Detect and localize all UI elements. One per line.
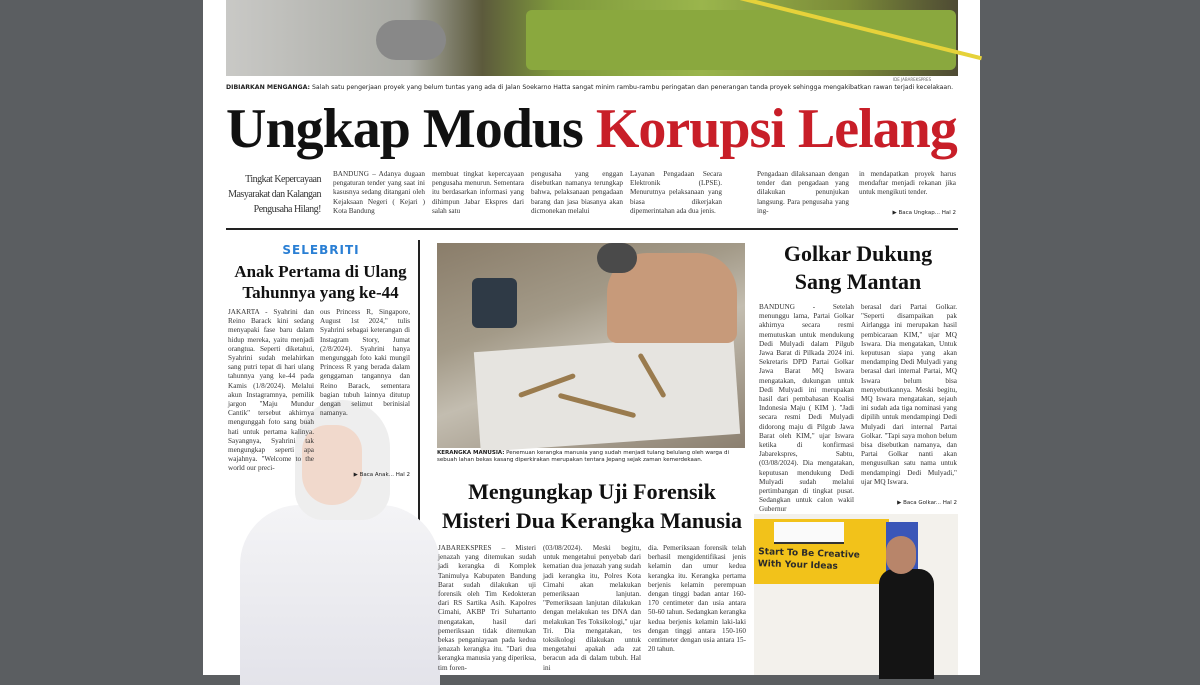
caption-text: Penemuan kerangka manusia yang sudah menjadi tulang belulang oleh warga di sebuah lahan bekas kasang diperkirakan merupakan tentara Jepang sejak zaman kemerdekaan. [437,450,730,463]
golkar-col-1: BANDUNG - Setelah menunggu lama, Partai Golkar akhirnya secara resmi memutuskan untuk mendukung Dedi Mulyadi dalam Pilgub Jawa Barat di Pilkada 2024 ini. Sekretaris DPD Partai Golkar Jawa Barat MQ Iswara mengatakan, dukungan untuk Dedi Mulyadi ini merupakan hasil dari pembahasan Koalisi Indonesia Maju ( KIM ). "Jadi secara resmi Dedi Mulyadi didorong maju di Pilgub Jawa Barat oleh KIM," ujar Iswara ketika di konfirmasi Jabarekspres, Sabtu, (03/08/2024). Dia mengatakan, keputusan mendukung Dedi Mulyadi sudah melalui pertimbangan di tingkat pusat. Sedangkan untuk calon wakil Gubernur [759,303,854,514]
caption-lead: DIBIARKAN MENGANGA: [226,84,310,91]
forensic-headline: Mengungkap Uji Forensik Misteri Dua Kerangka Manusia [441,479,743,533]
forensic-col-2: (03/08/2024). Meski begitu, untuk mengetahui penyebab dari kematian dua jenazah yang sudah jadi kerangka itu, Polres Kota Cimahi akan melakukan pemeriksaan lanjutan. "Pemeriksaan lanjutan dilakukan dengan melakukan tes DNA dan melakukan Tes Toksikologi," ujar Tri. Dia mengatakan, tes toksikologi dilakukan untuk mengetahui apakah ada zat beracun ada di dalam tubuh. Hal ini [543,544,641,672]
main-col-6: in mendapatkan proyek harus mendaftar menjadi rekanan jika untuk mengikuti tender. [859,170,956,197]
main-col-1: BANDUNG – Adanya dugaan pengaturan tender yang saat ini kasusnya sedang ditangani oleh Kejaksaan Negeri ( Kejari ) Kota Bandung [333,170,425,215]
golkar-continue-link[interactable]: ▶ Baca Golkar... Hal 2 [897,500,957,506]
photo-air-conditioner [774,522,844,544]
caption-lead: KERANGKA MANUSIA: [437,450,505,456]
main-continue-link[interactable]: ▶ Baca Ungkap... Hal 2 [892,210,956,216]
celebrity-col-2: ous Princess R, Singapore, August 1st 2024," tulis Syahrini sebagai keterangan di Instagram Story, Jumat (2/8/2024). Syahrini hanya mengunggah foto kaki mungil Princess R yang berada dalam genggaman tangannya dan Reino Barack, sementara bagian tubuh lainnya ditutup dengan selimut berinisial namanya. [320,308,410,418]
celebrity-col-1: JAKARTA - Syahrini dan Reino Barack kini sedang menyapaki fase baru dalam hidup mereka, yaitu menjadi orangtua. Seperti diketahui, Syahrini sudah melahirkan sang putri tepat di hari ulang tahunnya yang ke-44 pada Kamis (1/8/2024). Melalui akun Instagramnya, pemilik jargon "Maju Mundur Cantik" tersebut akhirnya mengunggah foto sang buah hati untuk pertama kalinya. Sayangnya, Syahrini tak mengungkap seperti apa wajahnya. "Welcome to the world our preci- [228,308,314,473]
photo-speaker-head [886,536,916,574]
section-divider [226,228,958,230]
section-kicker: SELEBRITI [282,243,360,257]
main-col-5: Pengadaan dilaksanaan dengan tender dan pengadaan yang dilakukan penunjukan langsung. Para pengusaha yang ing- [757,170,849,215]
photo-worker-hat [597,243,637,273]
skeleton-photo-caption [437,450,747,464]
headline-red: Korupsi Lelang [595,98,957,160]
photo-rock [376,20,446,60]
celebrity-headline: Anak Pertama di Ulang Tahunnya yang ke-44 [234,262,407,302]
photo-wall-banner: Start To Be Creative With Your Ideas [757,547,861,572]
main-deck: Tingkat Kepercayaan Masyarakat dan Kalangan Pengusaha Hilang! [228,174,321,215]
top-photo-caption [226,84,958,92]
main-col-3: pengusaha yang enggan disebutkan namanya terungkap bahwa, pelaksanaan pengadaan barang dan jasa biasanya akan dicmonekan melalui [531,170,623,215]
photo-speaker-body [879,569,934,679]
speaker-photo [754,514,958,675]
golkar-headline: Golkar Dukung Sang Mantan [783,241,933,294]
forensic-col-1: JABAREKSPRES – Misteri jenazah yang ditemukan sudah jadi kerangka di Komplek Tanimulya Kabupaten Bandung Barat sudah dilakukan uji forensik oleh Tim Kedokteran dari RS Sartika Asih. Kapolres Cimahi, AKBP Tri Suhartanto mengatakan, hasil dari pemeriksaan tidak ditemukan bekas penganiayaan pada kedua jenazah kerangka itu. "Dari dua kerangka manusia yang diperiksa, tim foren- [438,544,536,672]
celebrity-continue-text: Baca Anak... Hal 2 [359,472,410,478]
construction-photo [226,0,958,76]
main-col-2: membuat tingkat kepercayaan pengusaha menurun. Sementara itu berdasarkan informasi yang dihimpun Jabar Ekspres dari salah satu [432,170,524,215]
golkar-col-2: berasal dari Partai Golkar. "Seperti disampaikan pak Airlangga ini merupakan hasil pembicaraan KIM," ujar MQ Iswara. Dia mengatakan, Untuk keputusan siapa yang akan mendamping Dedi Mulyadi yang berasal dari internal Partai, MQ Iswara belum bisa menyebutkannya. Meski begitu, MQ Iswara mengatakan, sejauh ini sudah ada tiga nominasi yang dipilih untuk mendampingi Dedi Mulyadi dari internal Partai Golkar. "Tapi saya mohon belum bisa disebutkan namanya, dan Partai Golkar nanti akan mengusulkan satu nama untuk mendampingi Dedi Mulyadi," ujar MQ Iswara. [861,303,957,486]
main-continue-text: Baca Ungkap... Hal 2 [898,210,956,216]
skeleton-photo [437,243,745,448]
photo-water-pit [526,10,956,70]
photo-credit: IDE JABAREKSPRES [893,77,932,82]
main-headline [226,98,958,160]
photo-bucket [472,278,517,328]
main-col-4: Layanan Pengadaan Secara Elektronik (LPSE). Menurutnya pelaksanaan yang biasa dikerjakan dipemerintahan ada dua jenis. [630,170,722,215]
golkar-continue-text: Baca Golkar... Hal 2 [903,500,957,506]
photo-tarp [474,334,740,452]
headline-black: Ungkap Modus [226,98,596,160]
celebrity-continue-link[interactable]: ▶ Baca Anak... Hal 2 [353,472,410,478]
forensic-col-3: dia. Pemeriksaan forensik telah berhasil mengidentifikasi jenis kelamin dan umur kedua kerangka itu. Kerangka pertama berjenis kelamin perempuan dengan tinggi badan antar 160-170 centimeter dan usia antara 50-60 tahun. Sedangkan kerangka kedua berjenis kelamin laki-laki dengan tinggi antara 150-160 centimeter dengan usia antara 15-20 tahun. [648,544,746,654]
caption-text: Salah satu pengerjaan proyek yang belum tuntas yang ada di Jalan Soekarno Hatta sangat minim rambu-rambu peringatan dan penerangan tanda proyek sehingga mengakibatkan rawan terjadi kecelakaan. [310,84,954,91]
newspaper-page [203,0,980,675]
